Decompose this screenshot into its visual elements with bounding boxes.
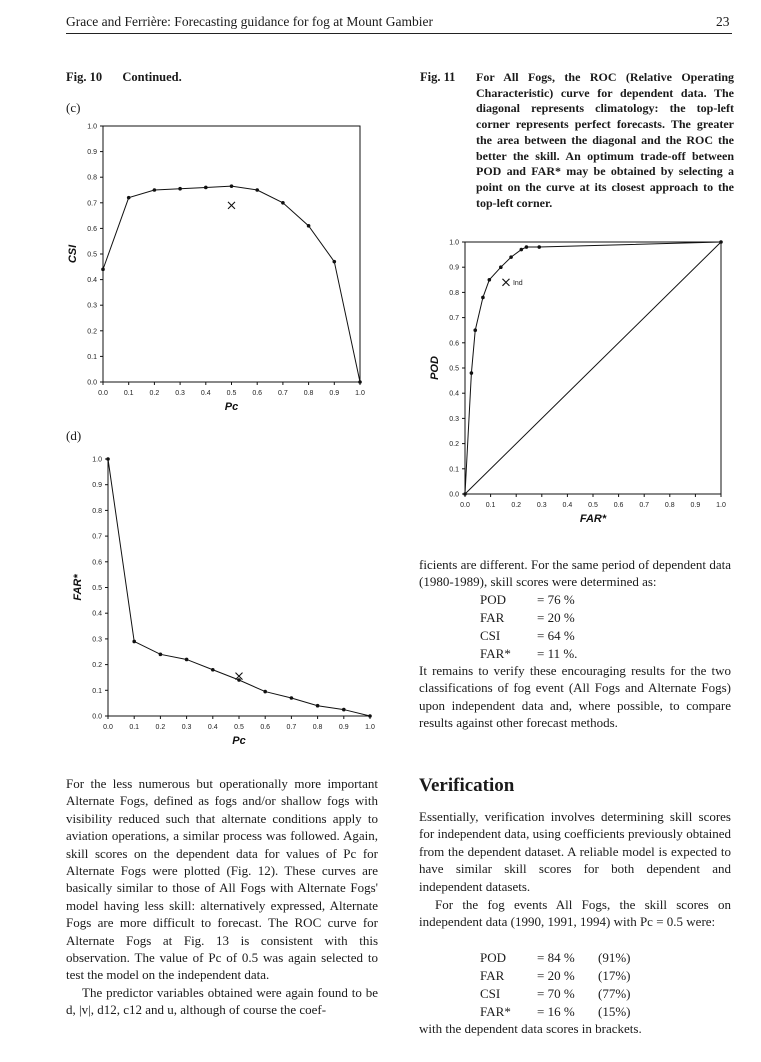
x-tick-label: 0.5 <box>226 390 237 397</box>
x-tick-label: 0.4 <box>562 502 573 509</box>
series-line <box>108 459 370 716</box>
fig10-caption <box>66 70 182 85</box>
y-tick-label: 1.0 <box>92 456 102 464</box>
y-tick-label: 0.6 <box>92 559 102 567</box>
x-tick-label: 1.0 <box>365 724 375 731</box>
score-name: FAR* <box>480 646 511 661</box>
panel-label-c: (c) <box>66 100 81 115</box>
x-tick-label: 0.3 <box>175 390 185 397</box>
fig10-number: Fig. 10 <box>66 70 103 84</box>
score-name: FAR <box>480 610 505 625</box>
data-point <box>473 328 477 332</box>
score-value: = 64 % <box>537 628 575 643</box>
data-point <box>211 668 215 672</box>
data-point <box>290 696 294 700</box>
data-point <box>481 296 485 300</box>
x-tick-label: 0.3 <box>181 724 192 731</box>
x-tick-label: 0.8 <box>303 390 314 397</box>
x-tick-label: 1.0 <box>355 390 365 397</box>
chart-roc <box>420 232 740 537</box>
y-tick-label: 0.3 <box>87 302 97 310</box>
data-point <box>333 260 337 264</box>
data-point <box>537 245 541 249</box>
para-verification: Essentially, verification involves determining skill scores for independent data, using coefficients previously obtained from the dependent dataset. A reliable model is expected to have similar skill scores for both dependent and independent datasets. <box>419 809 731 894</box>
x-tick-label: 0.0 <box>460 502 470 509</box>
score-dependent: (91%) <box>598 950 631 965</box>
x-tick-label: 0.5 <box>234 724 244 731</box>
data-point <box>719 240 723 244</box>
data-point <box>307 224 311 228</box>
y-tick-label: 0.1 <box>87 353 97 361</box>
marker-label: Ind <box>512 279 523 287</box>
x-tick-label: 0.1 <box>123 390 134 397</box>
x-tick-label: 0.9 <box>690 502 701 509</box>
y-tick-label: 0.0 <box>92 713 102 721</box>
y-tick-label: 0.2 <box>92 662 102 670</box>
x-tick-label: 0.4 <box>200 390 211 397</box>
para-independent-scores: For the fog events All Fogs, the skill scores on independent data (1990, 1991, 1994) with Pc = 0.5 were: <box>419 897 731 930</box>
fig10-text: Continued. <box>122 70 182 84</box>
data-point <box>316 704 320 708</box>
header-rule <box>66 33 732 34</box>
running-title: Grace and Ferrière: Forecasting guidance for fog at Mount Gambier <box>66 14 433 29</box>
y-tick-label: 0.8 <box>92 507 102 515</box>
y-tick-label: 0.5 <box>87 251 97 259</box>
x-tick-label: 0.5 <box>588 502 598 509</box>
x-tick-label: 0.9 <box>329 390 340 397</box>
data-point <box>153 188 157 192</box>
x-tick-label: 0.2 <box>149 390 160 397</box>
data-point <box>368 714 372 718</box>
score-name: CSI <box>480 986 501 1001</box>
data-point <box>520 248 524 252</box>
y-tick-label: 0.7 <box>87 200 97 208</box>
para-coefficients: ficients are different. For the same period of dependent data (1980-1989), skill scores were determined as: <box>419 557 731 590</box>
y-tick-label: 0.1 <box>449 466 459 474</box>
data-point <box>499 265 503 269</box>
y-tick-label: 1.0 <box>87 123 97 131</box>
x-tick-label: 0.6 <box>260 724 271 731</box>
y-axis-label: POD <box>429 356 441 380</box>
y-tick-label: 0.3 <box>449 415 459 423</box>
data-point <box>281 201 285 205</box>
x-tick-label: 0.6 <box>613 502 624 509</box>
x-tick-label: 0.1 <box>129 724 140 731</box>
score-dependent: (77%) <box>598 986 631 1001</box>
score-name: CSI <box>480 628 501 643</box>
data-point <box>132 640 136 644</box>
data-point <box>488 278 492 282</box>
data-point <box>230 184 234 188</box>
score-name: POD <box>480 950 507 965</box>
y-tick-label: 0.5 <box>92 585 102 592</box>
x-tick-label: 0.7 <box>286 724 297 731</box>
section-heading-verification: Verification <box>419 775 515 796</box>
y-axis-label: CSI <box>67 244 79 264</box>
chart-csi <box>60 115 380 435</box>
y-tick-label: 0.8 <box>449 289 459 297</box>
y-tick-label: 0.9 <box>449 264 459 272</box>
x-tick-label: 0.2 <box>511 502 522 509</box>
data-point <box>178 187 182 191</box>
y-tick-label: 0.9 <box>92 482 102 490</box>
y-tick-label: 0.8 <box>87 174 97 182</box>
y-tick-label: 0.3 <box>92 636 102 644</box>
page-number: 23 <box>716 14 730 29</box>
para-predictors: The predictor variables obtained were again found to be d, |v|, d12, c12 and u, although of course the coef- <box>66 984 378 1018</box>
y-tick-label: 0.5 <box>449 365 459 373</box>
panel-label-d: (d) <box>66 428 82 443</box>
x-axis-label: Pc <box>232 735 246 747</box>
y-tick-label: 0.4 <box>87 277 97 285</box>
score-name: FAR* <box>480 1004 511 1019</box>
x-marker <box>228 202 235 209</box>
score-dependent: (15%) <box>598 1004 631 1019</box>
x-tick-label: 0.2 <box>155 724 166 731</box>
x-tick-label: 0.7 <box>639 502 650 509</box>
data-point <box>127 196 131 200</box>
y-tick-label: 0.6 <box>449 340 459 348</box>
x-axis-label: Pc <box>224 401 239 413</box>
plot-frame <box>103 126 360 382</box>
y-tick-label: 0.2 <box>449 441 459 449</box>
y-tick-label: 0.9 <box>87 149 97 157</box>
x-tick-label: 0.0 <box>98 390 108 397</box>
y-tick-label: 0.7 <box>449 315 459 323</box>
y-tick-label: 0.7 <box>92 533 102 541</box>
score-name: FAR <box>480 968 505 983</box>
fig11-caption-text: For All Fogs, the ROC (Relative Operating Characteristic) curve for dependent data. The diagonal represents climatology: the top-left corner represents perfect forecasts. The greater the area between the diagonal and the ROC the better the skill. An optimum trade-off between POD and FAR* may be obtained by selecting a point on the curve at its closest approach to the top-left corner. <box>476 70 734 210</box>
data-point <box>106 457 110 461</box>
data-point <box>101 268 105 272</box>
x-tick-label: 0.1 <box>485 502 496 509</box>
x-tick-label: 0.4 <box>207 724 218 731</box>
y-axis-label: FAR* <box>72 574 84 601</box>
para-bracket-note: with the dependent data scores in brackets. <box>419 1021 642 1036</box>
data-point <box>470 371 474 375</box>
score-name: POD <box>480 592 507 607</box>
data-point <box>342 708 346 712</box>
score-value: = 16 % <box>537 1004 575 1019</box>
y-tick-label: 0.6 <box>87 225 97 233</box>
data-point <box>237 678 241 682</box>
x-tick-label: 0.9 <box>338 724 349 731</box>
y-tick-label: 0.2 <box>87 328 97 336</box>
x-tick-label: 0.6 <box>252 390 263 397</box>
x-axis-label: FAR* <box>579 513 607 525</box>
data-point <box>525 245 529 249</box>
score-value: = 70 % <box>537 986 575 1001</box>
y-tick-label: 0.4 <box>449 390 459 398</box>
x-marker <box>502 279 509 286</box>
x-tick-label: 0.0 <box>103 724 113 731</box>
score-value: = 76 % <box>537 592 575 607</box>
data-point <box>358 380 362 384</box>
data-point <box>509 255 513 259</box>
y-tick-label: 0.1 <box>92 687 102 695</box>
para-alternate-fogs: For the less numerous but operationally more important Alternate Fogs, defined as fogs and/or shallow fogs with visibility reduced such that alternate conditions apply to aviation operations, a similar process was followed. Again, skill scores on the dependent data for values of Pc for Alternate Fogs were plotted (Fig. 12). These curves are basically similar to those of All Fogs with Alternate Fogs' model having less skill: alternatively expressed, Alternate Fogs are more difficult to forecast. The ROC curve for Alternate Fogs at Fig. 13 is consistent with this observation. The value of Pc of 0.5 was again selected to test the model on the independent data. <box>66 776 378 983</box>
chart-far-star <box>60 448 380 758</box>
y-tick-label: 1.0 <box>449 239 459 247</box>
fig11-number: Fig. 11 <box>420 70 456 84</box>
y-tick-label: 0.0 <box>87 379 97 387</box>
data-point <box>263 690 267 694</box>
x-tick-label: 0.8 <box>664 502 675 509</box>
y-tick-label: 0.4 <box>92 610 102 618</box>
series-line <box>103 186 360 382</box>
y-tick-label: 0.0 <box>449 491 459 499</box>
score-value: = 11 %. <box>537 646 578 661</box>
score-value: = 84 % <box>537 950 575 965</box>
x-tick-label: 0.3 <box>536 502 547 509</box>
x-tick-label: 1.0 <box>716 502 726 509</box>
left-column-text <box>66 775 378 1019</box>
data-point <box>255 188 259 192</box>
data-point <box>159 653 163 657</box>
x-tick-label: 0.7 <box>278 390 288 397</box>
score-value: = 20 % <box>537 610 575 625</box>
para-remains: It remains to verify these encouraging results for the two classifications of fog event (All Fogs and Alternate Fogs) upon independent data and, where possible, to compare results against other forecast methods. <box>419 663 731 731</box>
x-tick-label: 0.8 <box>312 724 323 731</box>
data-point <box>463 492 467 496</box>
score-dependent: (17%) <box>598 968 631 983</box>
data-point <box>185 658 189 662</box>
data-point <box>204 186 208 190</box>
score-value: = 20 % <box>537 968 575 983</box>
